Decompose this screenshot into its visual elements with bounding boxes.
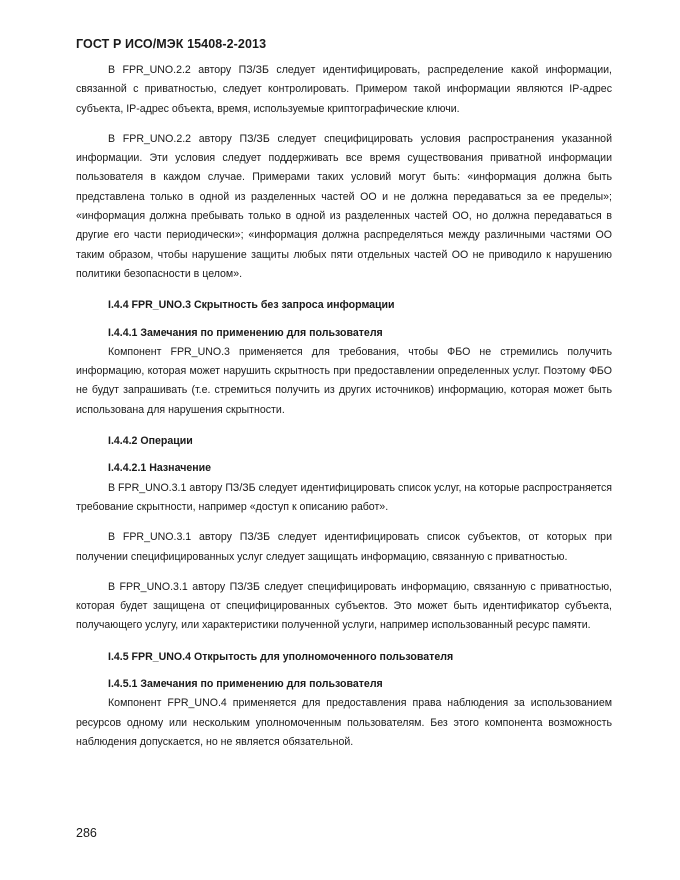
section-heading: I.4.4 FPR_UNO.3 Скрытность без запроса информации (108, 299, 395, 312)
subsection-heading: I.4.4.1 Замечания по применению для пользователя (108, 326, 383, 339)
paragraph: В FPR_UNO.3.1 автору ПЗ/ЗБ следует специфицировать информацию, связанную с приватностью, которая будет защищена от специфицированных субъектов. Это может быть идентификатор субъекта, получающего услугу, или характеристики полученной услуги, например использованный ресурс памяти. (76, 580, 612, 632)
paragraph: В FPR_UNO.3.1 автору ПЗ/ЗБ следует идентифицировать список услуг, на которые распространяется требование скрытности, например «доступ к описанию работ». (76, 481, 612, 513)
document-body (76, 61, 612, 752)
paragraph: Компонент FPR_UNO.4 применяется для предоставления права наблюдения за использованием ресурсов одному или нескольким уполномоченным пользователям. Без этого компонента возможность наблюдения допускается, но не является обязательной. (76, 697, 612, 748)
paragraph: В FPR_UNO.3.1 автору ПЗ/ЗБ следует идентифицировать список субъектов, от которых при получении специфицированных услуг следует защищать информацию, связанную с приватностью. (76, 531, 612, 563)
subsection-heading: I.4.4.2 Операции (108, 435, 193, 448)
paragraph: В FPR_UNO.2.2 автору ПЗ/ЗБ следует идентифицировать, распределение какой информации, связанной с приватностью, следует контролировать. Примером такой информации являются IP-адрес субъекта, IP-адрес объекта, время, используемые криптографические ключи. (76, 64, 612, 115)
document-header: ГОСТ Р ИСО/МЭК 15408-2-2013 (76, 37, 267, 51)
paragraph: Компонент FPR_UNO.3 применяется для требования, чтобы ФБО не стремились получить информацию, которая может нарушить скрытность при предоставлении определенных услуг. Поэтому ФБО не будут запрашивать (т.е. стремиться получить из других источников) информацию, которая может быть использована для нарушения скрытности. (76, 345, 612, 416)
section-heading: I.4.5 FPR_UNO.4 Открытость для уполномоченного пользователя (108, 650, 454, 663)
page-number: 286 (76, 826, 97, 840)
subsection-heading: I.4.4.2.1 Назначение (108, 462, 212, 475)
paragraph: В FPR_UNO.2.2 автору ПЗ/ЗБ следует специфицировать условия распространения указанной информации. Эти условия следует поддерживать все время существования приватной информации пользователя в каждом случае. Примерами таких условий могут быть: «информация должна быть представлена только в одной из разделенных частей ОО и не должна передаваться за ее пределы»; «информация должна пребывать только в одной из разделенных частей ОО, но должна передаваться в другие его части периодически»; «информация должна распределяться между различными частями ОО таким образом, чтобы нарушение защиты любых пяти отдельных частей ОО не приводило к нарушению политики безопасности в целом». (76, 132, 612, 280)
subsection-heading: I.4.5.1 Замечания по применению для пользователя (108, 678, 383, 691)
